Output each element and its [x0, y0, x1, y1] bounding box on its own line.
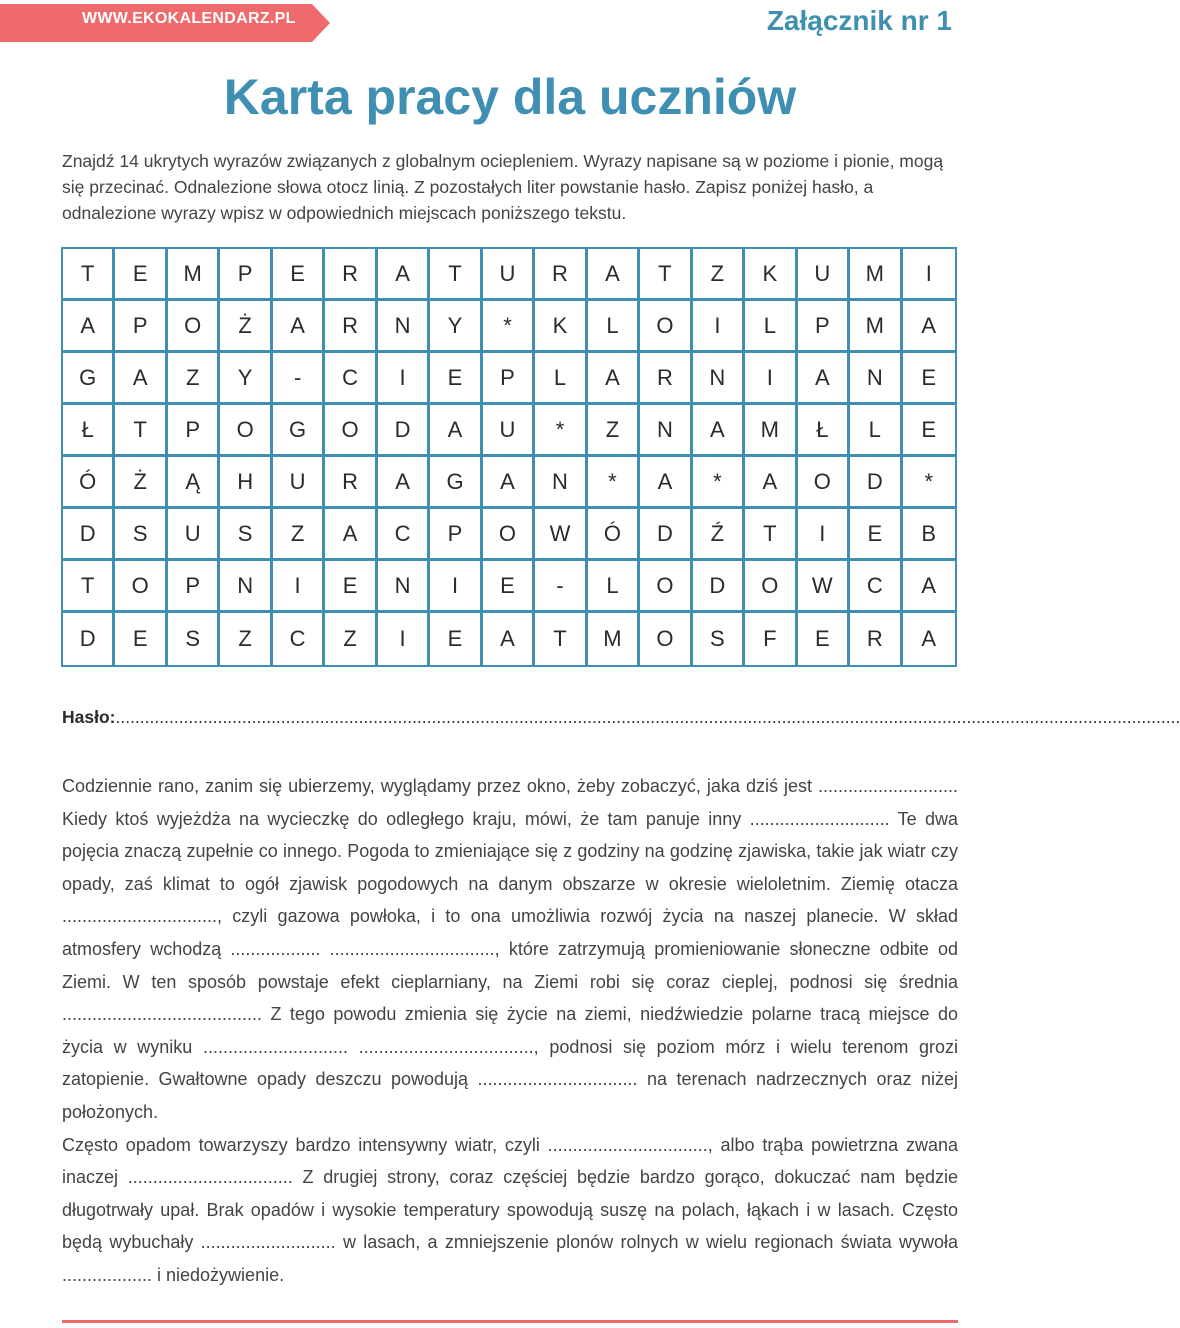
- grid-cell[interactable]: Ż: [220, 301, 272, 353]
- grid-cell[interactable]: Ó: [63, 457, 115, 509]
- grid-cell[interactable]: Z: [588, 405, 640, 457]
- grid-cell[interactable]: O: [325, 405, 377, 457]
- grid-cell[interactable]: Ź: [693, 509, 745, 561]
- grid-cell[interactable]: -: [535, 561, 587, 613]
- fill-in-text: [62, 770, 958, 1292]
- grid-cell[interactable]: U: [798, 249, 850, 301]
- grid-cell[interactable]: A: [273, 301, 325, 353]
- grid-cell[interactable]: M: [168, 249, 220, 301]
- grid-cell[interactable]: O: [115, 561, 167, 613]
- grid-cell[interactable]: Ł: [798, 405, 850, 457]
- text-paragraph: Często opadom towarzyszy bardzo intensywny wiatr, czyli ................................, albo trąba powietrzna zwana inaczej ................................. Z drugiej strony, coraz częściej będzie bardzo gorąco, dokuczać nam będzie długotrwały upał. Brak opadów i wysokie temperatury spowodują suszę na polach, łąkach i w lasach. Często będą wybuchały ........................... w lasach, a zmniejszenie plonów rolnych w wielu regionach świata wywoła .................. i niedożywienie.: [62, 1134, 958, 1285]
- grid-cell[interactable]: T: [63, 561, 115, 613]
- grid-cell[interactable]: P: [168, 561, 220, 613]
- grid-cell[interactable]: A: [483, 457, 535, 509]
- grid-cell[interactable]: G: [273, 405, 325, 457]
- grid-cell[interactable]: D: [378, 405, 430, 457]
- grid-cell[interactable]: B: [903, 509, 955, 561]
- grid-cell[interactable]: T: [535, 613, 587, 665]
- grid-cell[interactable]: N: [640, 405, 692, 457]
- grid-cell[interactable]: A: [921, 626, 937, 651]
- grid-cell[interactable]: I: [378, 613, 430, 665]
- grid-cell[interactable]: Ł: [63, 405, 115, 457]
- grid-cell[interactable]: T: [430, 249, 482, 301]
- grid-cell[interactable]: A: [63, 301, 115, 353]
- grid-cell[interactable]: C: [378, 509, 430, 561]
- grid-cell[interactable]: T: [745, 509, 797, 561]
- grid-cell[interactable]: A: [745, 457, 797, 509]
- grid-cell[interactable]: M: [745, 405, 797, 457]
- grid-cell[interactable]: R: [325, 249, 377, 301]
- grid-cell[interactable]: E: [850, 509, 902, 561]
- grid-cell[interactable]: S: [693, 613, 745, 665]
- grid-cell[interactable]: Ó: [588, 509, 640, 561]
- grid-cell[interactable]: L: [588, 301, 640, 353]
- grid-cell[interactable]: M: [850, 249, 902, 301]
- grid-cell[interactable]: T: [63, 249, 115, 301]
- grid-cell[interactable]: A: [903, 561, 955, 613]
- grid-cell[interactable]: I: [798, 509, 850, 561]
- grid-cell[interactable]: -: [273, 353, 325, 405]
- grid-cell[interactable]: R: [850, 613, 902, 665]
- grid-cell[interactable]: *: [903, 457, 955, 509]
- grid-cell[interactable]: N: [378, 301, 430, 353]
- grid-cell[interactable]: I: [745, 353, 797, 405]
- grid-cell[interactable]: R: [535, 249, 587, 301]
- grid-cell[interactable]: I: [903, 249, 955, 301]
- grid-cell[interactable]: E: [483, 561, 535, 613]
- grid-cell[interactable]: S: [115, 509, 167, 561]
- grid-cell[interactable]: O: [640, 301, 692, 353]
- grid-cell[interactable]: Ż: [115, 457, 167, 509]
- grid-cell[interactable]: W: [798, 561, 850, 613]
- grid-cell[interactable]: E: [115, 249, 167, 301]
- grid-cell[interactable]: Z: [273, 509, 325, 561]
- grid-cell[interactable]: M: [588, 613, 640, 665]
- grid-cell[interactable]: Z: [325, 613, 377, 665]
- grid-cell[interactable]: K: [745, 249, 797, 301]
- grid-cell[interactable]: R: [325, 301, 377, 353]
- grid-cell[interactable]: A: [588, 249, 640, 301]
- grid-cell[interactable]: W: [535, 509, 587, 561]
- grid-cell[interactable]: E: [430, 353, 482, 405]
- grid-cell[interactable]: R: [640, 353, 692, 405]
- grid-cell[interactable]: N: [535, 457, 587, 509]
- grid-cell[interactable]: D: [850, 457, 902, 509]
- grid-cell[interactable]: C: [850, 561, 902, 613]
- grid-cell[interactable]: E: [325, 561, 377, 613]
- grid-cell[interactable]: Z: [168, 353, 220, 405]
- grid-cell[interactable]: Y: [430, 301, 482, 353]
- attachment-label: Załącznik nr 1: [766, 5, 952, 36]
- grid-cell[interactable]: O: [745, 561, 797, 613]
- grid-cell[interactable]: O: [220, 405, 272, 457]
- grid-cell[interactable]: G: [430, 457, 482, 509]
- grid-cell[interactable]: P: [483, 353, 535, 405]
- grid-cell[interactable]: *: [693, 457, 745, 509]
- grid-cell[interactable]: P: [115, 301, 167, 353]
- grid-cell[interactable]: S: [168, 613, 220, 665]
- grid-cell[interactable]: P: [168, 405, 220, 457]
- grid-cell[interactable]: *: [483, 301, 535, 353]
- grid-cell[interactable]: L: [745, 301, 797, 353]
- grid-cell[interactable]: L: [588, 561, 640, 613]
- website-url[interactable]: WWW.EKOKALENDARZ.PL: [82, 10, 296, 27]
- word-search-grid: [61, 247, 957, 667]
- instructions: Znajdź 14 ukrytych wyrazów związanych z globalnym ociepleniem. Wyrazy napisane są w poziome i pionie, mogą się przecinać. Odnalezione słowa otocz linią. Z pozostałych liter powstanie hasło. Zapisz poniżej hasło, a odnalezione wyrazy wpisz w odpowiednich miejscach poniższego tekstu.: [62, 151, 944, 223]
- grid-cell[interactable]: Ą: [168, 457, 220, 509]
- grid-cell[interactable]: C: [325, 353, 377, 405]
- password-line: [62, 707, 1180, 728]
- grid-cell[interactable]: T: [640, 249, 692, 301]
- grid-cell[interactable]: O: [798, 457, 850, 509]
- grid-cell[interactable]: E: [903, 353, 955, 405]
- grid-cell[interactable]: A: [483, 613, 535, 665]
- grid-cell[interactable]: G: [63, 353, 115, 405]
- password-label: Hasło:: [62, 707, 116, 727]
- grid-cell[interactable]: A: [588, 353, 640, 405]
- grid-cell[interactable]: D: [63, 613, 115, 665]
- grid-cell[interactable]: A: [378, 457, 430, 509]
- grid-cell[interactable]: A: [640, 457, 692, 509]
- grid-cell[interactable]: O: [168, 301, 220, 353]
- grid-cell[interactable]: I: [273, 561, 325, 613]
- grid-cell[interactable]: A: [325, 509, 377, 561]
- bottom-divider: [62, 1320, 958, 1323]
- grid-cell[interactable]: Z: [693, 249, 745, 301]
- grid-cell[interactable]: A: [430, 405, 482, 457]
- grid-cell[interactable]: F: [745, 613, 797, 665]
- grid-cell[interactable]: A: [693, 405, 745, 457]
- grid-cell[interactable]: M: [850, 301, 902, 353]
- grid-cell[interactable]: P: [798, 301, 850, 353]
- grid-cell[interactable]: S: [220, 509, 272, 561]
- page-title: Karta pracy dla uczniów: [223, 69, 797, 125]
- grid-cell[interactable]: D: [640, 509, 692, 561]
- grid-cell[interactable]: C: [273, 613, 325, 665]
- grid-cell[interactable]: A: [903, 301, 955, 353]
- grid-cell[interactable]: A: [115, 353, 167, 405]
- grid-cell[interactable]: O: [640, 561, 692, 613]
- grid-cell[interactable]: E: [798, 613, 850, 665]
- grid-cell[interactable]: L: [850, 405, 902, 457]
- text-paragraph: Codziennie rano, zanim się ubierzemy, wyglądamy przez okno, żeby zobaczyć, jaka dziś jest ............................ Kiedy ktoś wyjeżdża na wycieczkę do odległego kraju, mówi, że tam panuje inny ............................ Te dwa pojęcia znaczą zupełnie co innego. Pogoda to zmieniające się z godziny na godzinę zjawiska, takie jak wiatr czy opady, zaś klimat to ogół zjawisk pogodowych na danym obszarze w okresie wieloletnim. Ziemię otacza ..............................., czyli gazowa powłoka, i to ona umożliwia rozwój życia na naszej planecie. W skład atmosfery wchodzą .................. ................................., które zatrzymują promieniowanie słoneczne odbite od Ziemi. W ten sposób powstaje efekt cieplarniany, na Ziemi robi się coraz cieplej, podnosi się średnia ........................................ Z tego powodu zmienia się życie na ziemi, niedźwiedzie polarne tracą miejsce do życia w wyniku ............................. ..................................., podnosi się poziom mórz i wielu terenom grozi zatopienie. Gwałtowne opady deszczu powodują ................................ na terenach nadrzecznych oraz niżej położonych.: [62, 776, 958, 1122]
- grid-cell[interactable]: P: [220, 249, 272, 301]
- grid-cell[interactable]: U: [168, 509, 220, 561]
- grid-cell[interactable]: O: [640, 613, 692, 665]
- grid-cell[interactable]: E: [273, 249, 325, 301]
- grid-cell[interactable]: O: [483, 509, 535, 561]
- grid-cell[interactable]: K: [535, 301, 587, 353]
- grid-cell[interactable]: N: [378, 561, 430, 613]
- grid-cell[interactable]: D: [63, 509, 115, 561]
- grid-cell[interactable]: A: [378, 249, 430, 301]
- grid-cell[interactable]: N: [693, 353, 745, 405]
- grid-cell[interactable]: E: [903, 405, 955, 457]
- grid-cell[interactable]: H: [220, 457, 272, 509]
- grid-cell[interactable]: *: [588, 457, 640, 509]
- grid-cell[interactable]: L: [535, 353, 587, 405]
- grid-cell[interactable]: E: [430, 613, 482, 665]
- grid-cell[interactable]: U: [273, 457, 325, 509]
- grid-cell[interactable]: I: [430, 561, 482, 613]
- grid-cell[interactable]: R: [325, 457, 377, 509]
- grid-cell[interactable]: N: [220, 561, 272, 613]
- grid-cell[interactable]: I: [693, 301, 745, 353]
- grid-cell[interactable]: P: [430, 509, 482, 561]
- grid-cell[interactable]: *: [535, 405, 587, 457]
- grid-cell[interactable]: U: [483, 249, 535, 301]
- grid-cell[interactable]: T: [115, 405, 167, 457]
- grid-cell[interactable]: N: [850, 353, 902, 405]
- grid-cell[interactable]: A: [798, 353, 850, 405]
- grid-cell[interactable]: E: [115, 613, 167, 665]
- grid-cell[interactable]: Y: [220, 353, 272, 405]
- grid-cell[interactable]: I: [378, 353, 430, 405]
- grid-cell[interactable]: D: [693, 561, 745, 613]
- grid-cell[interactable]: Z: [220, 613, 272, 665]
- password-blank[interactable]: ...........................................................................................................................................................................................................................: [115, 707, 1180, 727]
- grid-cell[interactable]: U: [483, 405, 535, 457]
